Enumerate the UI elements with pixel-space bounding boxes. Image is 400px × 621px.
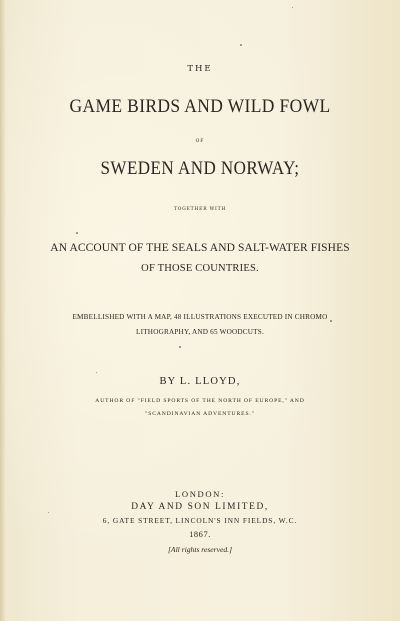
subtitle-line-1: AN ACCOUNT OF THE SEALS AND SALT-WATER FISHES [50,242,350,254]
illustration-note-line-2: LITHOGRAPHY, AND 65 WOODCUTS. [136,328,264,336]
paper-speck [76,232,78,234]
imprint-city: LONDON: [175,489,225,499]
paper-speck [179,346,181,348]
author-credits-line-2: "SCANDINAVIAN ADVENTURES." [145,411,255,417]
paper-speck [240,44,242,46]
imprint-publisher: DAY AND SON LIMITED, [131,502,269,512]
author-byline: BY L. LLOYD, [159,376,241,387]
paper-speck [330,320,332,322]
author-credits-line-1: AUTHOR OF "FIELD SPORTS OF THE NORTH OF EUROPE," AND [95,398,305,404]
imprint-year: 1867. [189,530,211,539]
article-the: THE [187,64,213,74]
paper-speck [96,372,97,373]
binding-edge [0,0,6,621]
paper-speck [48,512,49,513]
title-connector-of: OF [195,139,205,144]
rights-notice: [All rights reserved.] [167,545,233,554]
paper-speck [292,7,293,8]
book-title-line-1: GAME BIRDS AND WILD FOWL [69,96,331,117]
subtitle-line-2: OF THOSE COUNTRIES. [141,263,259,274]
book-title-line-2: SWEDEN AND NORWAY; [100,159,300,179]
together-with: TOGETHER WITH [173,207,227,212]
imprint-address: 6, GATE STREET, LINCOLN'S INN FIELDS, W.C. [102,516,298,525]
illustration-note-line-1: EMBELLISHED WITH A MAP, 48 ILLUSTRATIONS EXECUTED IN CHROMO [72,313,328,321]
